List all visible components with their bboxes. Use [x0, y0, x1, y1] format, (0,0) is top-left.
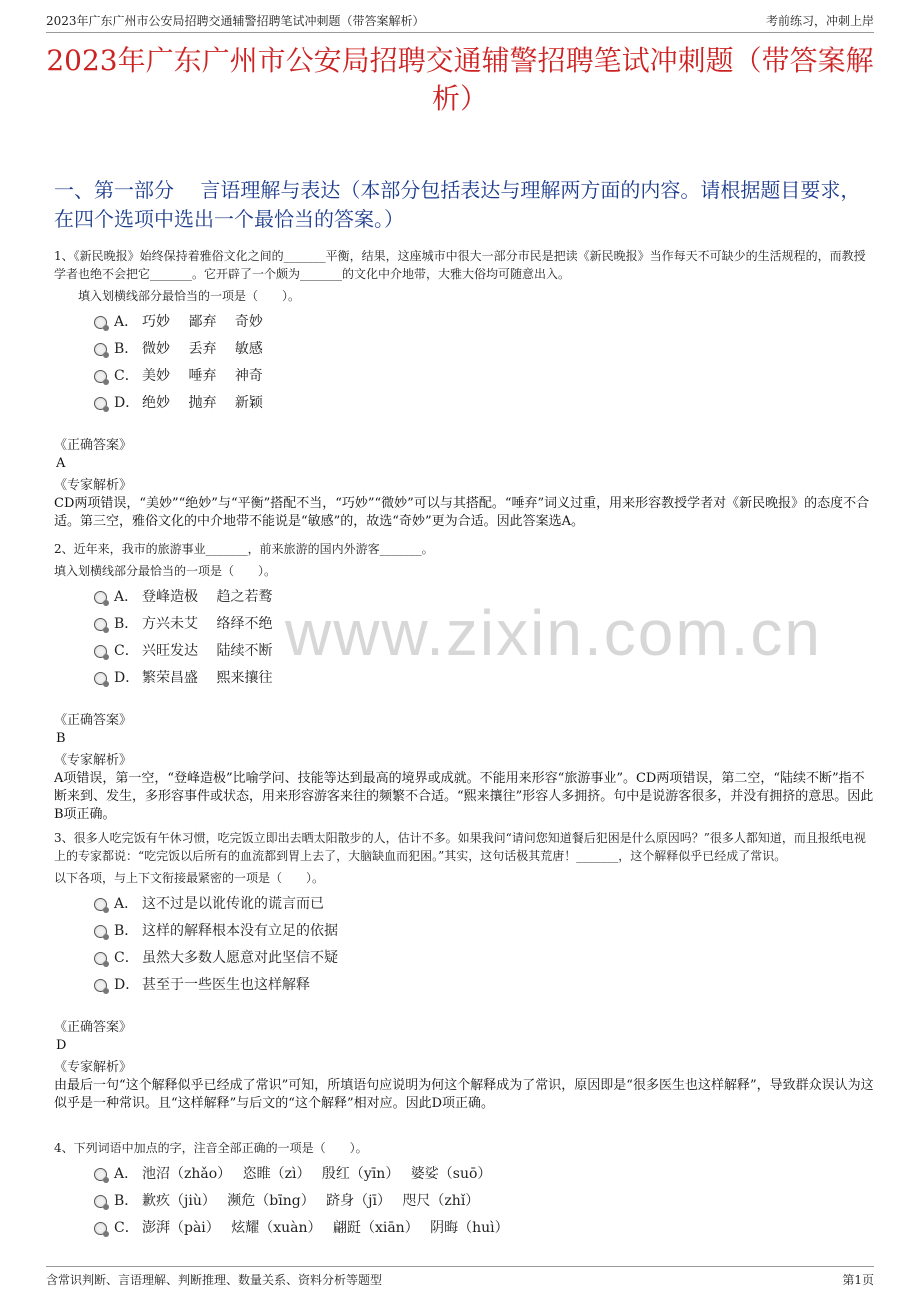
- option-letter: B．: [114, 616, 139, 632]
- option-list: [54, 1163, 874, 1244]
- question-3: [54, 829, 874, 1113]
- radio-button-icon[interactable]: [94, 370, 107, 383]
- option-letter: B．: [114, 923, 139, 939]
- option-text: 这不过是以讹传讹的谎言而已: [142, 896, 324, 912]
- radio-button-icon[interactable]: [94, 591, 107, 604]
- option-list: [54, 893, 874, 1001]
- option-c[interactable]: [54, 947, 874, 974]
- radio-button-icon[interactable]: [94, 343, 107, 356]
- answer-label: 《正确答案》: [54, 1020, 133, 1035]
- radio-button-icon[interactable]: [94, 618, 107, 631]
- radio-button-icon[interactable]: [94, 1195, 107, 1208]
- radio-button-icon[interactable]: [94, 1168, 107, 1181]
- radio-button-icon[interactable]: [94, 898, 107, 911]
- option-letter: D．: [114, 977, 140, 993]
- option-b[interactable]: [54, 1190, 874, 1217]
- option-letter: B．: [114, 341, 139, 357]
- option-text: 美妙 唾弃 神奇: [142, 368, 263, 384]
- option-d[interactable]: [54, 667, 874, 694]
- document-title: 2023年广东广州市公安局招聘交通辅警招聘笔试冲刺题（带答案解析）: [46, 44, 874, 115]
- option-letter: D．: [114, 395, 140, 411]
- explanation-label: 《专家解析》: [54, 753, 133, 768]
- option-text: 登峰造极 趋之若鹜: [142, 589, 273, 605]
- option-a[interactable]: [54, 1163, 874, 1190]
- radio-button-icon[interactable]: [94, 925, 107, 938]
- answer-value: B: [56, 731, 66, 746]
- option-text: 兴旺发达 陆续不断: [142, 643, 273, 659]
- option-text: 虽然大多数人愿意对此坚信不疑: [142, 950, 338, 966]
- question-stem: 4、下列词语中加点的字，注音全部正确的一项是（ ）。: [54, 1141, 368, 1155]
- page-header: [46, 10, 874, 33]
- answer-label: 《正确答案》: [54, 713, 133, 728]
- option-text: 池沼（zhǎo） 恣睢（zì） 殷红（yīn） 婆娑（suō）: [142, 1166, 492, 1182]
- option-a[interactable]: [54, 893, 874, 920]
- option-letter: A．: [114, 896, 139, 912]
- option-text: 繁荣昌盛 熙来攘往: [142, 670, 273, 686]
- question-2: [54, 540, 874, 824]
- question-stem: 3、很多人吃完饭有午休习惯，吃完饭立即出去晒太阳散步的人，估计不多。如果我问“请问您知道餐后犯困是什么原因吗？”很多人都知道，而且报纸电视上的专家都说：“吃完饭以后所有的血流都到胃上去了，大脑缺血而犯困。”其实，这句话极其荒唐！_______，这个解释似乎已经成了常识。: [54, 831, 866, 863]
- option-d[interactable]: [54, 392, 874, 419]
- page-footer: [46, 1266, 874, 1287]
- option-text: 这样的解释根本没有立足的依据: [142, 923, 338, 939]
- option-letter: A．: [114, 314, 139, 330]
- question-prompt: 以下各项，与上下文衔接最紧密的一项是（ ）。: [54, 871, 325, 885]
- option-a[interactable]: [54, 311, 874, 338]
- radio-button-icon[interactable]: [94, 397, 107, 410]
- option-letter: A．: [114, 1166, 139, 1182]
- answer-label: 《正确答案》: [54, 438, 133, 453]
- question-stem: 2、近年来，我市的旅游事业_______，前来旅游的国内外游客_______。: [54, 542, 434, 556]
- option-letter: C．: [114, 643, 139, 659]
- section-heading: 一、第一部分 言语理解与表达（本部分包括表达与理解两方面的内容。请根据题目要求，在四个选项中选出一个最恰当的答案。）: [54, 178, 861, 231]
- option-text: 方兴未艾 络绎不绝: [142, 616, 273, 632]
- explanation-text: A项错误，第一空，“登峰造极”比喻学问、技能等达到最高的境界或成就。不能用来形容“旅游事业”。CD两项错误，第二空，“陆续不断”指不断来到、发生，多形容事件或状态，用来形容游客来往的频繁不合适。“熙来攘往”形容人多拥挤。句中是说游客很多，并没有拥挤的意思。因此B项正确。: [54, 771, 874, 822]
- option-text: 绝妙 抛弃 新颖: [142, 395, 263, 411]
- radio-button-icon[interactable]: [94, 1222, 107, 1235]
- page-number: 第1页: [842, 1273, 874, 1287]
- radio-button-icon[interactable]: [94, 645, 107, 658]
- radio-button-icon[interactable]: [94, 316, 107, 329]
- option-text: 巧妙 鄙弃 奇妙: [142, 314, 263, 330]
- option-text: 歉疚（jiù） 濒危（bīng） 跻身（jī） 咫尺（zhǐ）: [142, 1193, 480, 1209]
- option-d[interactable]: [54, 974, 874, 1001]
- option-list: [54, 586, 874, 694]
- option-c[interactable]: [54, 365, 874, 392]
- option-c[interactable]: [54, 640, 874, 667]
- question-1: [54, 247, 874, 531]
- header-document-name: 2023年广东广州市公安局招聘交通辅警招聘笔试冲刺题（带答案解析）: [46, 14, 425, 28]
- radio-button-icon[interactable]: [94, 979, 107, 992]
- answer-value: A: [56, 456, 66, 471]
- option-list: [54, 311, 874, 419]
- option-letter: C．: [114, 1220, 139, 1236]
- option-b[interactable]: [54, 613, 874, 640]
- option-letter: D．: [114, 670, 140, 686]
- header-slogan: 考前练习，冲刺上岸: [765, 14, 874, 28]
- option-a[interactable]: [54, 586, 874, 613]
- option-letter: C．: [114, 950, 139, 966]
- question-stem: 1、《新民晚报》始终保持着雅俗文化之间的_______平衡，结果，这座城市中很大一部分市民是把读《新民晚报》当作每天不可缺少的生活规程的，而教授学者也绝不会把它_______。它开辟了一个颇为_______的文化中介地带，大雅大俗均可随意出入。: [54, 249, 866, 281]
- question-prompt: 填入划横线部分最恰当的一项是（ ）。: [78, 289, 301, 303]
- option-c[interactable]: [54, 1217, 874, 1244]
- option-letter: A．: [114, 589, 139, 605]
- explanation-label: 《专家解析》: [54, 478, 133, 493]
- watermark: www.zixin.com.cn: [285, 597, 822, 669]
- question-prompt: 填入划横线部分最恰当的一项是（ ）。: [54, 564, 277, 578]
- explanation-label: 《专家解析》: [54, 1060, 133, 1075]
- option-text: 澎湃（pài） 炫耀（xuàn） 翩跹（xiān） 阴晦（huì）: [142, 1220, 509, 1236]
- option-text: 微妙 丢弃 敏感: [142, 341, 263, 357]
- option-letter: C．: [114, 368, 139, 384]
- option-b[interactable]: [54, 338, 874, 365]
- option-text: 甚至于一些医生也这样解释: [142, 977, 310, 993]
- radio-button-icon[interactable]: [94, 672, 107, 685]
- radio-button-icon[interactable]: [94, 952, 107, 965]
- explanation-text: 由最后一句“这个解释似乎已经成了常识”可知，所填语句应说明为何这个解释成为了常识，原因即是“很多医生也这样解释”，导致群众误认为这似乎是一种常识。且“这样解释”与后文的“这个解释”相对应。因此D项正确。: [54, 1078, 874, 1111]
- answer-value: D: [56, 1038, 67, 1053]
- footer-topics: 含常识判断、言语理解、判断推理、数量关系、资料分析等题型: [46, 1273, 383, 1287]
- option-b[interactable]: [54, 920, 874, 947]
- option-letter: B．: [114, 1193, 139, 1209]
- explanation-text: CD两项错误，“美妙”“绝妙”与“平衡”搭配不当，“巧妙”“微妙”可以与其搭配。“唾弃”词义过重，用来形容教授学者对《新民晚报》的态度不合适。第三空，雅俗文化的中介地带不能说是“敏感”的，故选“奇妙”更为合适。因此答案选A。: [54, 496, 870, 529]
- question-4: [54, 1139, 874, 1244]
